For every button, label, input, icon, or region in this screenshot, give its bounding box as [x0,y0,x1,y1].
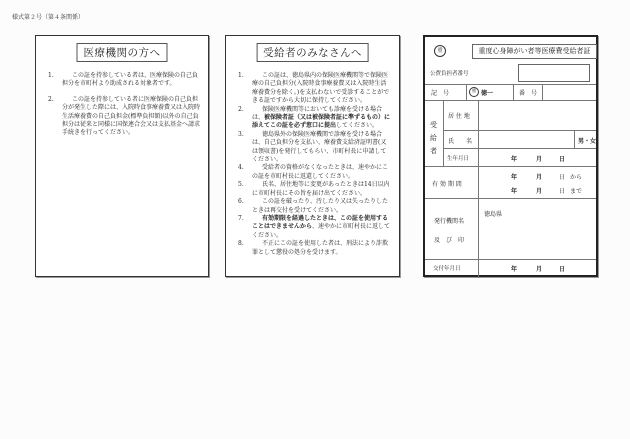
item-text-segment: してください。 [336,122,379,130]
issuer-value: 徳島県 [484,211,503,218]
symbol-label: 記 号 [431,90,450,97]
item-text-segment: この証は、徳島県内の保険医療機関等で保険医療の自己負担分(入院時食事療養費又は入院時生活療養費分を除く。)を支払わないで受診することができる証ですから大切に保持してください。 [252,72,390,105]
item-number: 1. [238,72,244,79]
list-item [44,96,200,138]
item-text-segment: 徳島県外の保険医療機関で診療を受ける場合は、自己負担分を支払い、療養費支給済証明書(又は領収書)を発行してもらい、市町村長に申請してください。 [252,130,387,164]
day-unit: 日 [559,156,566,163]
card-title: 重度心身障がい者等医療費受給者証 [472,44,597,59]
item-number: 7. [238,214,244,222]
item-text [252,72,391,106]
year-unit: 年 [511,174,518,181]
item-text: この証を持参している者は、医療保険の自己負担分を市町村より助成される対象者です。 [62,72,199,88]
item-number: 8. [238,240,244,248]
item-text-segment: 有効期限を経過したときは、この証を使用することはできませんから [252,214,389,231]
item-number: 2. [238,105,244,113]
item-text-segment: 被保険者証（又は被保険者証に準ずるもの）に添えてこの証を必ず窓口に提出 [252,114,391,130]
item-number: 5. [238,181,244,189]
month-unit: 月 [536,174,543,181]
month-unit: 月 [536,156,543,163]
list-item [234,240,391,257]
issuer-seal-label: 及 び 印 [434,237,465,244]
list-item [234,106,391,131]
year-unit: 年 [511,188,518,195]
item-text [252,181,391,198]
seal-circle-icon: 重 [434,45,446,57]
item-number: 4. [238,164,244,172]
number-label: 番 号 [519,90,538,97]
issuer-label: 発行機関名 [434,218,465,225]
item-text-segment: 、速やかに市町村長に返してください。 [252,223,391,239]
form-number: 様式第２号（第４条関係） [12,14,85,21]
recipient-label: 受給者 [430,121,437,155]
year-unit: 年 [511,266,518,273]
item-text [252,215,391,240]
item-number: 1. [48,72,54,79]
panel-medical-institutions [35,35,209,277]
day-unit: 日 [559,174,566,181]
item-text [252,164,391,181]
item-text-segment: この証を破ったり、汚したり又は失ったりしたときは再交付を受けてください。 [252,198,389,214]
recipient-card [423,35,598,277]
item-text-segment: 不正にこの証を使用した者は、刑法により詐欺罪として懲役の処分を受けます。 [252,240,389,256]
sex-selector[interactable]: 男・女 [578,138,597,145]
list-item [234,131,391,165]
list-item [234,72,391,106]
item-text [252,198,391,215]
list-item [234,164,391,181]
item-text [252,240,391,257]
item-text-segment: 氏名、居住地等に変更があったときは14日以内に市町村長にその旨を届け出てください。 [252,181,390,197]
item-number: 2. [48,95,54,103]
item-number: 6. [238,198,244,206]
symbol-value[interactable]: 徳一 [481,90,494,97]
day-unit: 日 [559,266,566,273]
month-unit: 月 [536,188,543,195]
day-unit: 日 [559,188,566,195]
panel-recipients [225,35,400,277]
item-text: この証を持参している者に医療保険の自己負担分が発生した際には、入院時食事療養費又は入院時生活療養費の自己負担金(標準負担額)以外の自己負担分は従来と同様に国保連合会又は支払基金へ請求手続きを行ってください。 [62,95,201,137]
list-item [234,198,391,215]
year-unit: 年 [511,156,518,163]
item-number: 3. [238,130,244,138]
list-item [44,72,200,89]
instruction-list [44,72,200,145]
public-payer-label: 公費負担者番号 [430,71,469,77]
public-payer-field[interactable] [518,64,590,82]
issue-date-label: 交付年月日 [433,266,461,272]
seal-circle-icon: 重 [469,87,479,97]
panel-title: 医療機関の方へ [77,43,168,62]
instruction-list [234,72,391,257]
address-label: 居 住 地 [448,113,470,120]
list-item [234,181,391,198]
item-text [252,131,391,165]
month-unit: 月 [536,266,543,273]
item-text-segment: 保険医療機関等においても診療を受ける場合は、 [252,105,383,122]
panel-title: 受給者のみなさんへ [256,43,369,62]
to-suffix: まで [570,188,583,195]
from-suffix: から [570,174,583,181]
item-text [252,106,391,131]
name-label: 氏 名 [448,138,473,145]
validity-label: 有 効 期 間 [432,181,462,188]
birth-label: 生年月日 [447,156,470,162]
item-text-segment: 受給者の資格がなくなったときは、速やかにこの証を市町村長に返還してください。 [252,164,389,180]
list-item [234,215,391,240]
